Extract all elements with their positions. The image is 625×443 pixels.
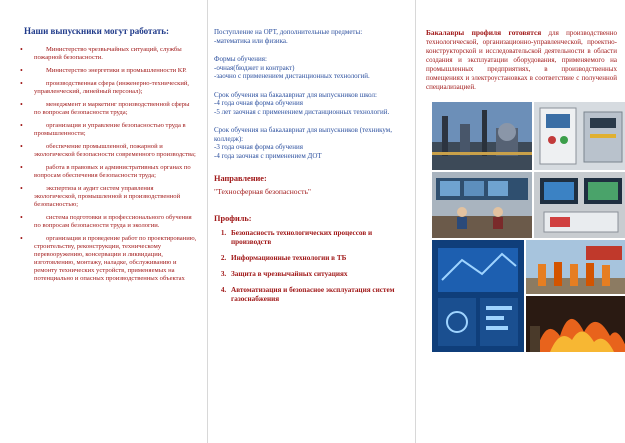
photo-collage [432, 102, 625, 352]
column-admission [208, 0, 416, 443]
bachelor-school-block [214, 91, 407, 117]
profile-item: 3. Защита в чрезвычайных ситуациях [228, 270, 407, 279]
college-lines-line: -4 года заочная с применением ДОТ [214, 151, 322, 160]
automation-screens-photo [534, 172, 625, 238]
profile-item: 2. Информационные технологии в ТБ [228, 254, 407, 263]
graduates-list-item: • Министерство энергетики и промышленности КР. [18, 67, 197, 75]
graduates-list-item: • Министерство чрезвычайных ситуаций, службы пожарной безопасности. [18, 46, 197, 62]
graduates-list-item: • экспертиза и аудит систем управления экологической, промышленной и производственной безопасностью; [18, 185, 197, 209]
graduates-list-item: • производственная сфера (инженерно-технический, управленческий, линейный персонал); [18, 80, 197, 96]
bachelor-lines-line: -5 лет заочная с применением дистанционных технологий. [214, 107, 390, 116]
automation-schematic-photo [432, 240, 524, 352]
bachelors-intro [426, 28, 617, 92]
rescue-team-photo [526, 240, 625, 294]
intro-rest: для производственно технологической, организационно-управленческой, проектно-конструкторской и исследовательской деятельности в области создания и эксплуатации оборудования, применяемого на промышленных предприятиях, в производственных помещениях и электроустановках в соответствие с полученной специализацией. [426, 29, 617, 91]
graduates-list-item: • обеспечение промышленной, пожарной и экологической безопасности современного производства; [18, 143, 197, 159]
graduates-list-item: • организация и проведение работ по проектированию, строительству, реконструкции, техническому перевооружению, консервации и ликвидации, изготовлению, монтажу, наладке, обслуживанию и ремонту технических устройств, применяемых на потенциально и опасных производственных объектах [18, 235, 197, 283]
bachelor-lines-line: Срок обучения на бакалавриат для выпускников школ: [214, 90, 377, 99]
profile-label: Профиль: [214, 214, 252, 223]
control-equipment-photo [534, 102, 625, 170]
fire-photo [526, 296, 625, 352]
column-graduates [0, 0, 208, 443]
forms-lines-line: -заочно с применением дистанционных технологий. [214, 72, 370, 80]
forms-block [214, 55, 407, 81]
graduates-list-item: • менеджмент и маркетинг производственной сферы по вопросам безопасности труда; [18, 101, 197, 117]
bachelor-lines-line: -4 года очная форма обучения [214, 99, 303, 107]
graduates-list-item: • организация и управление безопасностью труда в промышленности; [18, 122, 197, 138]
direction-value: "Техносферная безопасность" [214, 187, 312, 196]
forms-lines-line: -очная(бюджет и контракт) [214, 63, 295, 72]
industrial-plant-photo [432, 102, 532, 170]
graduates-list-item: • система подготовки и профессионального обучения по вопросам безопасности труда и экологии. [18, 214, 197, 230]
control-room-photo [432, 172, 532, 238]
college-lines-line: Срок обучения на бакалавриат для выпускников (техникум, колледж): [214, 126, 392, 143]
graduates-list [18, 46, 197, 283]
graduates-heading: Наши выпускники могут работать: [24, 26, 170, 36]
college-lines-line: -3 года очная форма обучения [214, 143, 303, 151]
direction-label: Направление: [214, 174, 267, 183]
graduates-list-item: • работа в правовых и административных органах по вопросам обеспечения безопасности труда; [18, 164, 197, 180]
ort-block [214, 28, 407, 45]
profile-item: 4. Автоматизация и безопасное эксплуатация систем газоснабжения [228, 286, 407, 304]
profile-item: 1. Безопасность технологических процессов и производств [228, 229, 407, 247]
profiles-list [214, 229, 407, 304]
forms-lines-line: Формы обучения: [214, 55, 267, 63]
ort-lines-line: -математика или физика. [214, 36, 288, 45]
bachelor-college-block [214, 126, 407, 160]
column-bachelors [416, 0, 625, 443]
intro-bold: Бакалавры профиля готовятся [426, 28, 542, 37]
ort-lines-line: Поступление на ОРТ, дополнительные предметы: [214, 28, 363, 36]
